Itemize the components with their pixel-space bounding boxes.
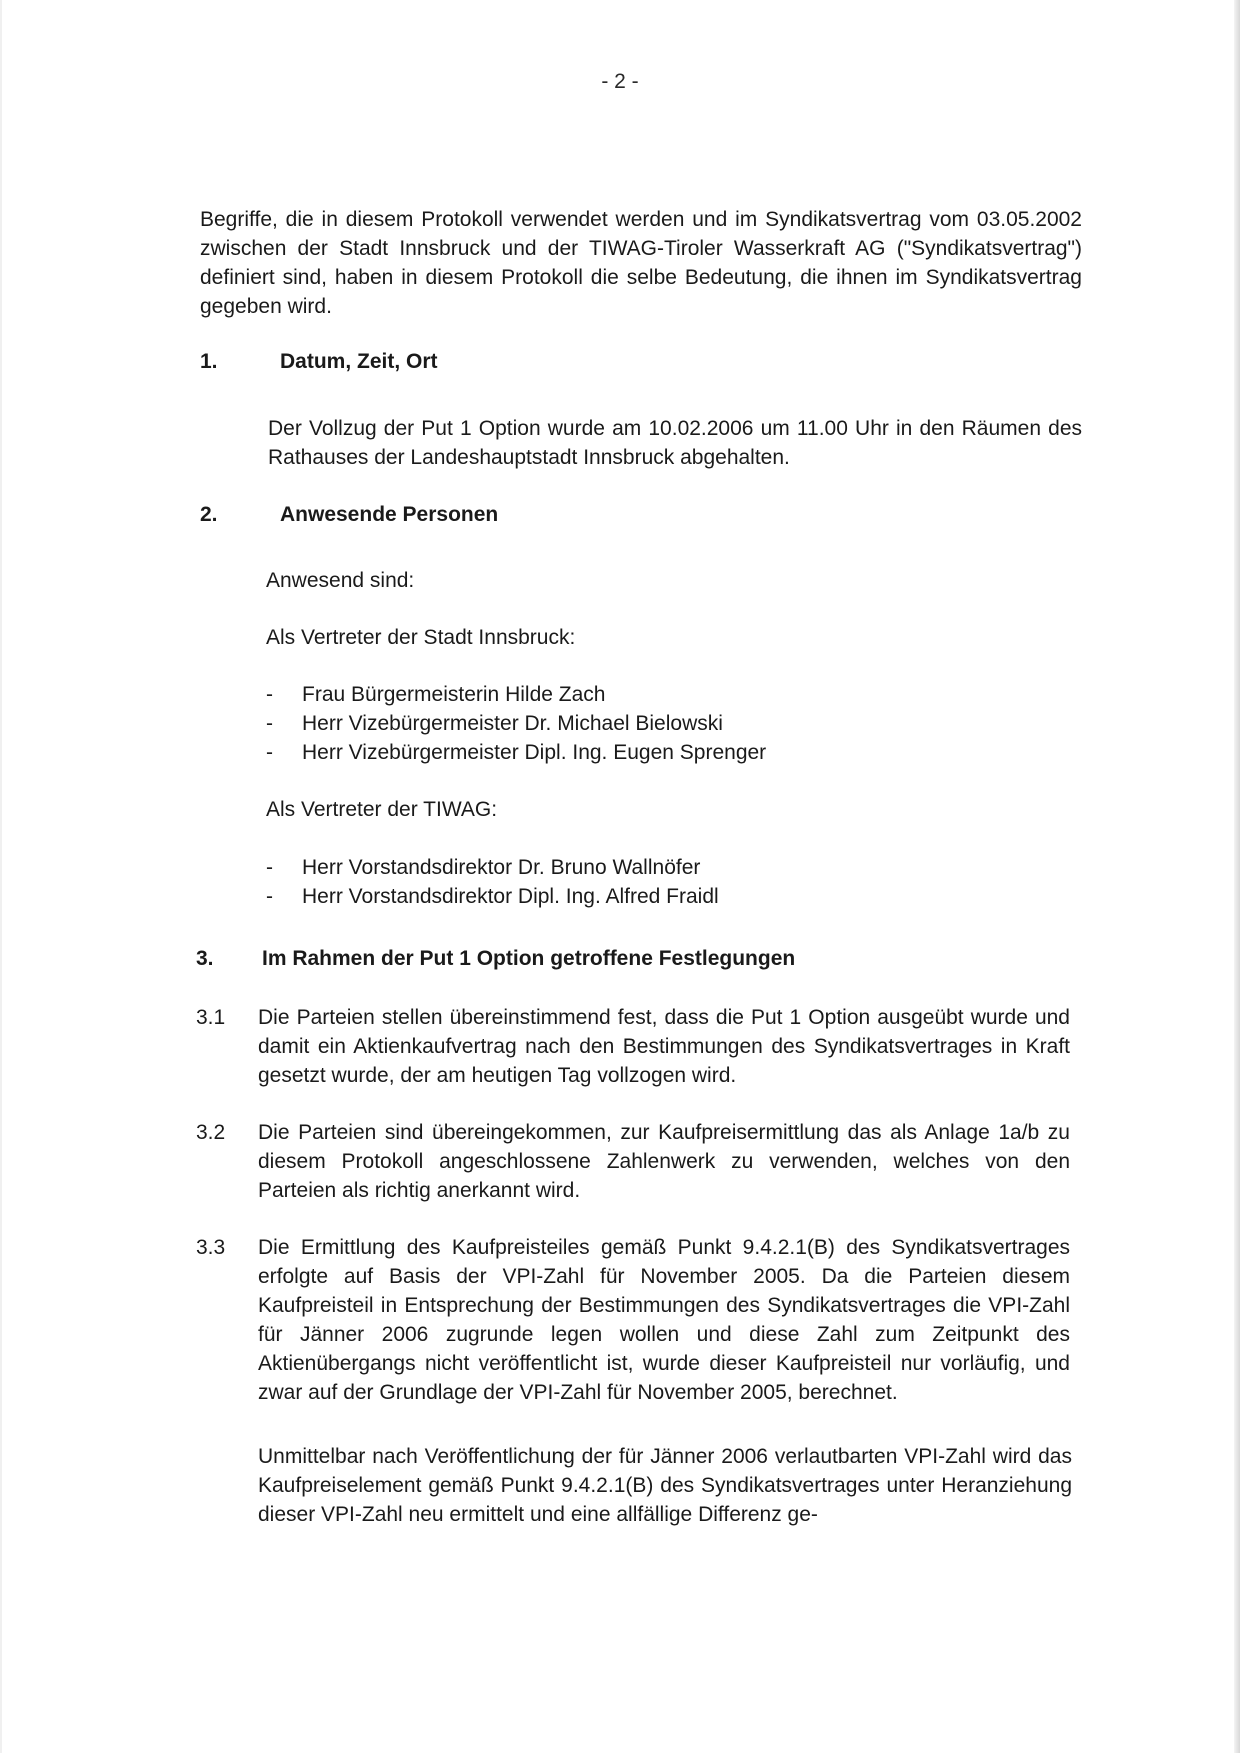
section-2-number: 2. [200, 503, 218, 526]
list-item: - Herr Vorstandsdirektor Dr. Bruno Wallnöfer [266, 856, 701, 879]
section-1-number: 1. [200, 350, 218, 373]
list-item: - Herr Vizebürgermeister Dr. Michael Bielowski [266, 712, 723, 735]
clause-text: Die Parteien sind übereingekommen, zur Kaufpreisermittlung das als Anlage 1a/b zu diesem Protokoll angeschlossene Zahlenwerk zu verwenden, welches von den Parteien als richtig anerkannt wird. [258, 1121, 1070, 1202]
list-item: - Herr Vorstandsdirektor Dipl. Ing. Alfred Fraidl [266, 885, 719, 908]
page-number: - 2 - [601, 70, 639, 93]
section-3-title: Im Rahmen der Put 1 Option getroffene Festlegungen [262, 947, 796, 970]
intro-paragraph: Begriffe, die in diesem Protokoll verwendet werden und im Syndikatsvertrag vom 03.05.2002 zwischen der Stadt Innsbruck und der TIWAG-Tiroler Wasserkraft AG ("Syndikatsvertrag") definiert sind, haben in diesem Protokoll die selbe Bedeutung, die ihnen im Syndikatsvertrag gegeben wird. [200, 208, 1082, 318]
clause-3-3-continuation: Unmittelbar nach Veröffentlichung der für Jänner 2006 verlautbarten VPI-Zahl wird das Kaufpreiselement gemäß Punkt 9.4.2.1(B) des Syndikatsvertrages unter Heranziehung dieser VPI-Zahl neu ermittelt und eine allfällige Differenz ge- [258, 1445, 1072, 1526]
clause-text: Die Parteien stellen übereinstimmend fest, dass die Put 1 Option ausgeübt wurde und damit ein Aktienkaufvertrag nach den Bestimmungen des Syndikatsvertrages in Kraft gesetzt wurde, der am heutigen Tag vollzogen wird. [258, 1006, 1070, 1087]
group-2-list [266, 853, 719, 911]
section-3-number: 3. [196, 947, 214, 970]
scan-edge-left [0, 0, 2, 1753]
clause-text: Die Ermittlung des Kaufpreisteiles gemäß Punkt 9.4.2.1(B) des Syndikatsvertrages erfolgte auf Basis der VPI-Zahl für November 2005. Da die Parteien diesem Kaufpreisteil in Entsprechung der Bestimmungen des Syndikatsvertrages die VPI-Zahl für Jänner 2006 zugrunde legen wollen und diese Zahl zum Zeitpunkt des Aktienübergangs nicht veröffentlicht ist, wurde dieser Kaufpreisteil nur vorläufig, und zwar auf der Grundlage der VPI-Zahl für November 2005, berechnet. [258, 1236, 1070, 1404]
list-item: - Frau Bürgermeisterin Hilde Zach [266, 683, 606, 706]
group-1-label: Als Vertreter der Stadt Innsbruck: [266, 626, 576, 649]
scan-edge-right [1234, 0, 1240, 1753]
section-2-title: Anwesende Personen [280, 503, 499, 526]
section-1-text: Der Vollzug der Put 1 Option wurde am 10.02.2006 um 11.00 Uhr in den Räumen des Rathauses der Landeshauptstadt Innsbruck abgehalten. [268, 417, 1082, 469]
group-2-label: Als Vertreter der TIWAG: [266, 798, 498, 821]
clause-number: 3.3 [196, 1236, 226, 1259]
clause-number: 3.2 [196, 1121, 226, 1144]
section-1-title: Datum, Zeit, Ort [280, 350, 438, 373]
group-1-list [266, 680, 766, 767]
present-label: Anwesend sind: [266, 569, 415, 592]
list-item: - Herr Vizebürgermeister Dipl. Ing. Eugen Sprenger [266, 741, 767, 764]
clause-number: 3.1 [196, 1006, 226, 1029]
